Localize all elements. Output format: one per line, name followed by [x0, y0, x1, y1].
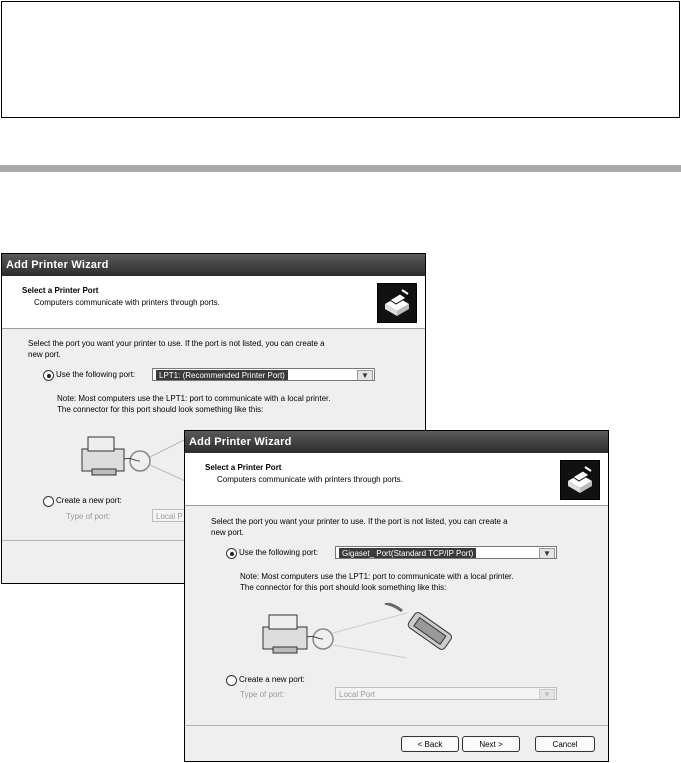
instruction-line-2: new port. — [211, 528, 244, 537]
section-divider — [0, 165, 681, 172]
cancel-button[interactable]: Cancel — [535, 736, 595, 752]
note-line-2: The connector for this port should look something like this: — [57, 405, 264, 414]
port-select[interactable] — [152, 368, 375, 381]
type-of-port-label: Type of port: — [240, 690, 285, 699]
type-of-port-value: Local P — [156, 512, 183, 521]
footer-divider — [185, 725, 608, 726]
port-select-value: Gigaset_ Port(Standard TCP/IP Port) — [339, 548, 476, 559]
note-line-1: Note: Most computers use the LPT1: port to communicate with a local printer. — [57, 394, 331, 403]
next-button[interactable]: Next > — [462, 736, 520, 752]
use-port-radio[interactable] — [226, 548, 237, 559]
port-select-value: LPT1: (Recommended Printer Port) — [156, 370, 288, 381]
port-select[interactable] — [335, 546, 557, 559]
header-title: Select a Printer Port — [205, 463, 282, 472]
printer-wizard-icon — [377, 283, 417, 323]
type-of-port-select — [335, 687, 557, 700]
instruction-line-2: new port. — [28, 350, 61, 359]
use-port-label: Use the following port: — [239, 548, 319, 557]
header-subtitle: Computers communicate with printers through ports. — [217, 475, 403, 484]
printer-parallel-connector-icon — [76, 429, 196, 494]
create-port-radio[interactable] — [43, 496, 54, 507]
window-title: Add Printer Wizard — [2, 254, 425, 276]
create-port-radio[interactable] — [226, 675, 237, 686]
wizard-header — [2, 276, 425, 329]
type-of-port-value: Local Port — [339, 690, 376, 699]
create-port-label: Create a new port: — [56, 496, 122, 505]
create-port-label: Create a new port: — [239, 675, 305, 684]
header-subtitle: Computers communicate with printers through ports. — [34, 298, 220, 307]
back-button[interactable]: < Back — [401, 736, 459, 752]
printer-wizard-icon — [560, 460, 600, 500]
blank-frame — [1, 1, 680, 118]
chevron-down-icon[interactable]: ▼ — [357, 370, 373, 381]
note-line-1: Note: Most computers use the LPT1: port to communicate with a local printer. — [240, 572, 514, 581]
use-port-radio[interactable] — [43, 370, 54, 381]
printer-parallel-connector-icon — [257, 603, 477, 673]
chevron-down-icon[interactable]: ▼ — [539, 548, 555, 559]
instruction-line-1: Select the port you want your printer to use. If the port is not listed, you can create a — [211, 517, 508, 526]
window-title: Add Printer Wizard — [185, 431, 608, 453]
chevron-down-icon: ▼ — [539, 689, 555, 700]
type-of-port-label: Type of port: — [66, 512, 111, 521]
note-line-2: The connector for this port should look something like this: — [240, 583, 447, 592]
wizard-header — [185, 453, 608, 506]
header-title: Select a Printer Port — [22, 286, 99, 295]
instruction-line-1: Select the port you want your printer to use. If the port is not listed, you can create a — [28, 339, 325, 348]
front-wizard-window — [184, 430, 609, 762]
use-port-label: Use the following port: — [56, 370, 136, 379]
